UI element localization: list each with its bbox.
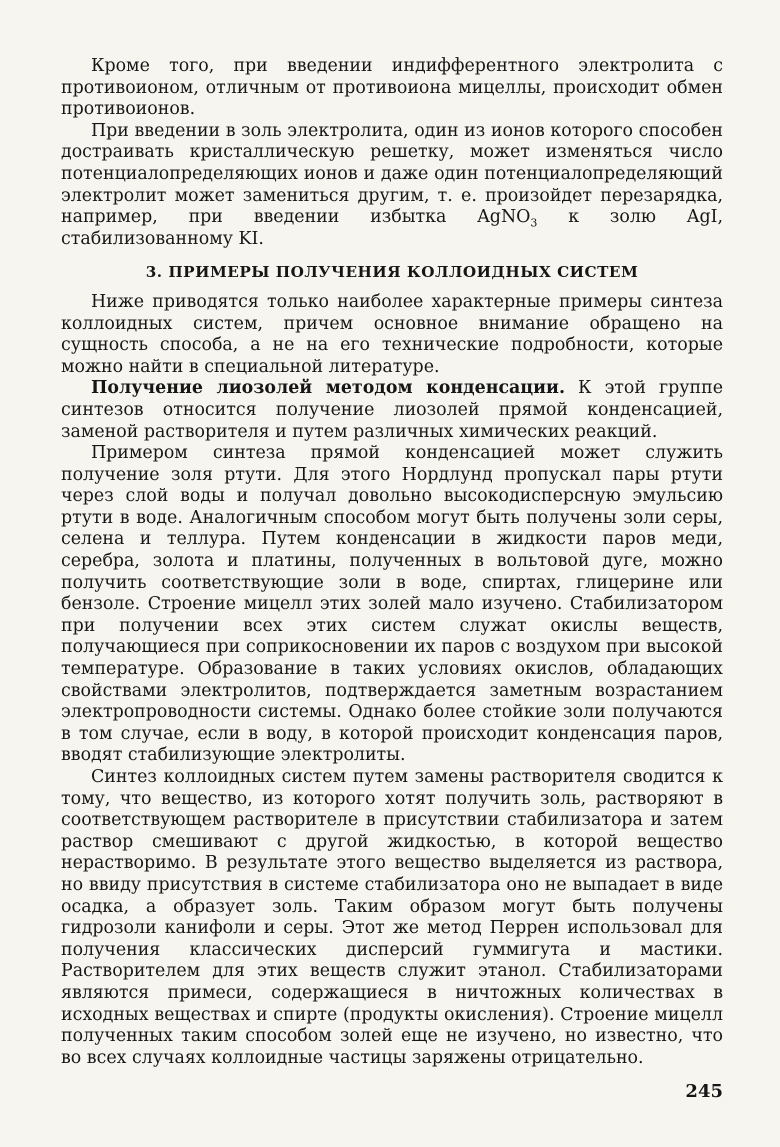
formula-tail-text: , стабилизованному bbox=[61, 207, 723, 249]
formula-mid-text: к золю bbox=[537, 207, 687, 228]
text-block bbox=[61, 56, 723, 1069]
paragraph: Примером синтеза прямой конденсацией может служить получение золя ртути. Для этого Нордлунд пропускал пары ртути через слой воды и получал довольно высокодисперсную эмульсию ртути в воде. Аналогичным способом могут быть получены золи серы, селена и теллура. Путем конденсации в жидкости паров меди, серебра, золота и платины, полученных в вольтовой дуге, можно получить соответствующие золи в воде, спиртах, глицерине или бензоле. Строение мицелл этих золей мало изучено. Стабилизатором при получении всех этих систем служат окислы веществ, получающиеся при соприкосновении их паров с воздухом при высокой температуре. Образование в таких условиях окислов, обладающих свойствами электролитов, подтверждается заметным возрастанием электропроводности системы. Однако более стойкие золи получаются в том случае, если в воду, в которой происходит конденсация паров, вводят стабилизующие электролиты. bbox=[61, 443, 723, 766]
paragraph-lead bbox=[61, 378, 723, 443]
formula-agi: AgI bbox=[686, 207, 718, 228]
lead-text: К этой группе синтезов относится получение лиозолей прямой конденсацией, заменой растворителя и путем различных химических реакций. bbox=[61, 378, 723, 442]
paragraph: Синтез коллоидных систем путем замены растворителя сводится к тому, что вещество, из которого хотят получить золь, растворяют в соответствующем растворителе в присутствии стабилизатора и затем раствор смешивают с другой жидкостью, в которой вещество нерастворимо. В результате этого вещество выделяется из раствора, но ввиду присутствия в системе стабилизатора оно не выпадает в виде осадка, а образует золь. Таким образом могут быть получены гидрозоли канифоли и серы. Этот же метод Перрен использовал для получения классических дисперсий гуммигута и мастики. Растворителем для этих веществ служит этанол. Стабилизаторами являются примеси, содержащиеся в ничтожных количествах в исходных веществах и спирте (продукты окисления). Строение мицелл полученных таким способом золей еще не изучено, но известно, что во всех случаях коллоидные частицы заряжены отрицательно. bbox=[61, 767, 723, 1068]
paragraph-intro: Ниже приводятся только наиболее характерные примеры синтеза коллоидных систем, причем основное внимание обращено на сущность способа, а не на его технические подробности, которые можно найти в специальной литературе. bbox=[61, 291, 723, 377]
section-heading: 3. ПРИМЕРЫ ПОЛУЧЕНИЯ КОЛЛОИДНЫХ СИСТЕМ bbox=[145, 263, 639, 282]
paragraph-recharge: При введении в золь электролита, один из ионов которого способен достраивать кристаллическую решетку, может изменяться число потенциалопределяющих ионов и даже один потенциалопределяющий электролит может замениться другим, т. е. произойдет перезарядка, например, при введении избытка AgNO$_3$ к золю AgI, стабилизованному KI. bbox=[61, 120, 723, 249]
paragraph-text: При введении в золь электролита, один из ионов которого способен достраивать кристаллическую решетку, может изменяться число потенциалопределяющих ионов и даже один потенциалопределяющий электролит может замениться другим, т. е. произойдет перезарядка, например, при введении избытка bbox=[61, 120, 723, 228]
paragraph: Кроме того, при введении индифферентного электролита с противоионом, отличным от противоиона мицеллы, происходит обмен противоионов. bbox=[61, 56, 723, 120]
formula-agno3: AgNO$_3$ bbox=[477, 207, 538, 230]
formula-ki: KI bbox=[238, 228, 259, 249]
page-number: 245 bbox=[685, 1081, 723, 1102]
lead-heading: Получение лиозолей методом конденсации. bbox=[91, 378, 565, 399]
